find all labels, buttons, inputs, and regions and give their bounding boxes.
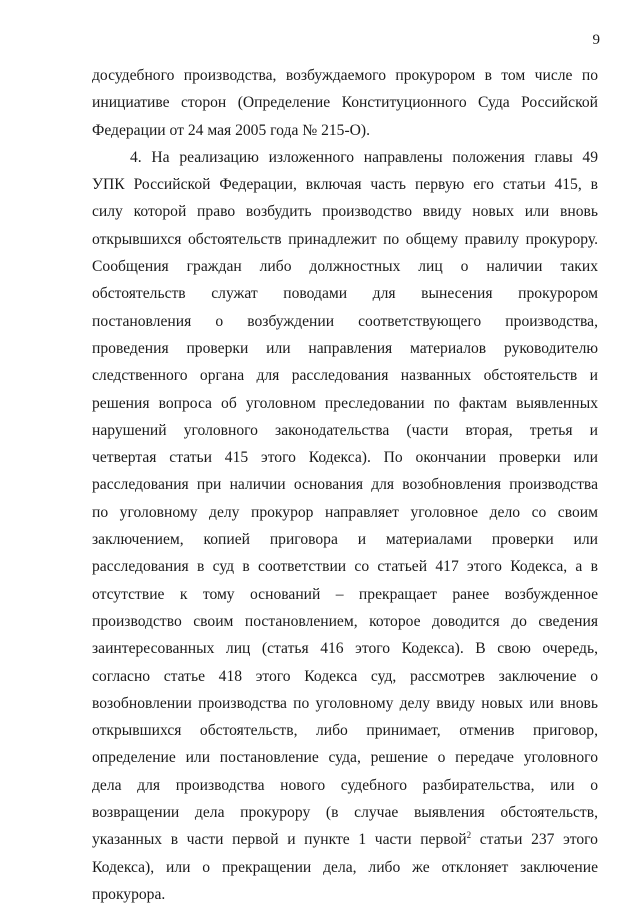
- text-line: четвертая статьи 415 этого Кодекса). По окончании проверки или: [92, 449, 598, 467]
- text-line: досудебного производства, возбуждаемого прокурором в том числе по: [92, 67, 598, 84]
- text-line: постановления о возбуждении соответствующего производства,: [92, 312, 598, 330]
- text-line: возобновлении производства по уголовному делу ввиду новых или вновь: [92, 694, 598, 712]
- text-line: Сообщения граждан либо должностных лиц о наличии таких: [92, 258, 598, 276]
- text-line: силу которой право возбудить производство ввиду новых или вновь: [92, 203, 598, 221]
- text-line: заключением, копией приговора и материалами проверки или: [92, 531, 598, 549]
- text-line: инициативе сторон (Определение Конституционного Суда Российской: [92, 94, 598, 112]
- line-text-after: статьи 237 этого: [479, 831, 598, 849]
- text-line: УПК Российской Федерации, включая часть первую его статьи 415, в: [92, 176, 598, 194]
- text-line: расследования при наличии основания для возобновления производства: [92, 476, 598, 494]
- text-line: Кодекса), или о прекращении дела, либо же отклоняет заключение: [92, 858, 598, 876]
- document-body: [92, 62, 598, 908]
- text-line: следственного органа для расследования названных обстоятельств и: [92, 367, 598, 385]
- text-line: обстоятельств служат поводами для вынесения прокурором: [92, 285, 598, 303]
- text-line: Федерации от 24 мая 2005 года № 215-О).: [92, 121, 370, 139]
- paragraph-start-line: 4. На реализацию изложенного направлены положения главы 49: [130, 148, 598, 166]
- text-line: проведения проверки или направления материалов руководителю: [92, 339, 598, 357]
- text-line: нарушений уголовного законодательства (части вторая, третья и: [92, 421, 598, 439]
- text-line: расследования в суд в соответствии со статьей 417 этого Кодекса, а в: [92, 558, 598, 576]
- text-line: согласно статье 418 этого Кодекса суд, рассмотрев заключение о: [92, 667, 598, 685]
- text-line: заинтересованных лиц (статья 416 этого Кодекса). В свою очередь,: [92, 640, 598, 658]
- text-line: возвращении дела прокурору (в случае выявления обстоятельств,: [92, 804, 598, 822]
- text-line: производство своим постановлением, которое доводится до сведения: [92, 612, 598, 630]
- text-line: отсутствие к тому оснований – прекращает ранее возбужденное: [92, 585, 598, 603]
- text-line: открывшихся обстоятельств, либо принимает, отменив приговор,: [92, 722, 598, 740]
- text-line: прокурора.: [92, 885, 166, 903]
- text-line: по уголовному делу прокурор направляет уголовное дело со своим: [92, 503, 598, 521]
- text-line: открывшихся обстоятельств принадлежит по общему правилу прокурору.: [92, 230, 598, 248]
- superscript-mark: 2: [466, 830, 472, 841]
- text-line: решения вопроса об уголовном преследовании по фактам выявленных: [92, 394, 598, 412]
- page-number: 9: [592, 32, 600, 48]
- line-text-before: указанных в части первой и пункте 1 части первой: [92, 831, 467, 849]
- text-line-with-superscript: [92, 826, 598, 853]
- text-line: дела для производства нового судебного разбирательства, или о: [92, 776, 598, 794]
- text-line: определение или постановление суда, решение о передаче уголовного: [92, 749, 598, 767]
